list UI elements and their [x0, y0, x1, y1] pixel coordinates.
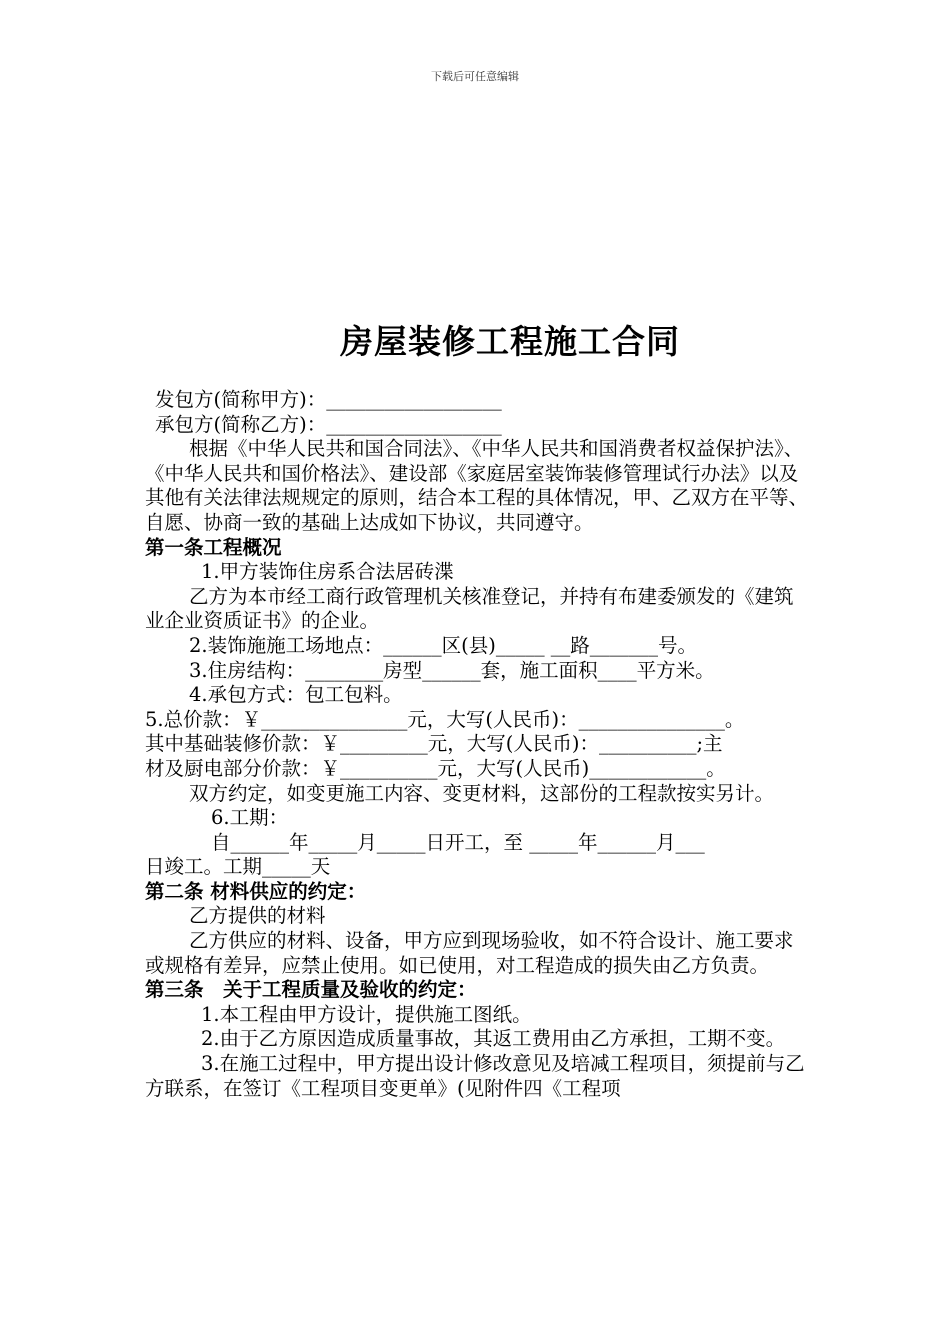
article-2-item-2: 乙方供应的材料、设备，甲方应到现场验收，如不符合设计、施工要求或规格有差异，应禁止使用。如已使用，对工程造成的损失由乙方负责。 [145, 929, 794, 977]
article-1-item-1: 1.甲方装饰住房系合法居砖渫 [201, 560, 454, 584]
article-1-item-5-total: 5.总价款：￥_______________元，大写(人民币)：_______________。 [145, 707, 745, 731]
contract-body [145, 388, 810, 1101]
article-1-item-3: 3.住房结构：________房型______套，施工面积____平方米。 [189, 658, 715, 682]
article-1-item-6-duration: 日竣工。工期_____天 [145, 855, 331, 879]
party-a-line: 发包方(简称甲方)：__________________ [155, 388, 502, 411]
page-header-note: 下载后可任意编辑 [431, 70, 519, 83]
document-title: 房屋装修工程施工合同 [340, 322, 680, 361]
article-1-item-5-basic: 其中基础装修价款：￥_________元，大写(人民币)：__________;主 [145, 732, 723, 756]
article-3-item-1: 1.本工程由甲方设计，提供施工图纸。 [201, 1002, 532, 1026]
intro-paragraph: 根据《中华人民共和国合同法》、《中华人民共和国消费者权益保护法》、《中华人民共和国价格法》、建设部《家庭居室装饰装修管理试行办法》以及其他有关法律法规规定的原则，结合本工程的具体情况，甲、乙双方在平等、自愿、协商一致的基础上达成如下协议，共同遵守。 [145, 437, 809, 534]
party-b-line: 承包方(简称乙方)：__________________ [155, 412, 502, 436]
article-1-item-4: 4.承包方式：包工包料。 [189, 683, 403, 707]
article-1-item-6-dates: 自______年_____月_____日开工，至 _____年______月___ [211, 830, 705, 854]
article-2-heading: 第二条 材料供应的约定： [145, 879, 367, 903]
article-3-item-2: 2.由于乙方原因造成质量事故，其返工费用由乙方承担，工期不变。 [201, 1027, 786, 1051]
article-1-item-5-materials: 材及厨电部分价款：￥__________元，大写(人民币)____________。 [145, 756, 726, 780]
article-1-item-5-note: 双方约定，如变更施工内容、变更材料，这部份的工程款按实另计。 [189, 781, 775, 805]
article-1-heading: 第一条工程概况 [145, 535, 282, 559]
article-3-heading: 第三条 关于工程质量及验收的约定： [145, 978, 477, 1002]
article-2-item-1: 乙方提供的材料 [189, 904, 326, 928]
article-3-item-3: 3.在施工过程中，甲方提出设计修改意见及培减工程项目，须提前与乙方联系，在签订《工程项目变更单》(见附件四《工程项 [145, 1052, 805, 1100]
article-1-item-1-detail: 乙方为本市经工商行政管理机关核准登记，并持有布建委颁发的《建筑业企业资质证书》的企业。 [145, 584, 794, 633]
article-1-item-6: 6.工期： [211, 806, 289, 830]
article-1-item-2: 2.装饰施施工场地点：______区(县)_____ __路_______号。 [189, 633, 698, 657]
